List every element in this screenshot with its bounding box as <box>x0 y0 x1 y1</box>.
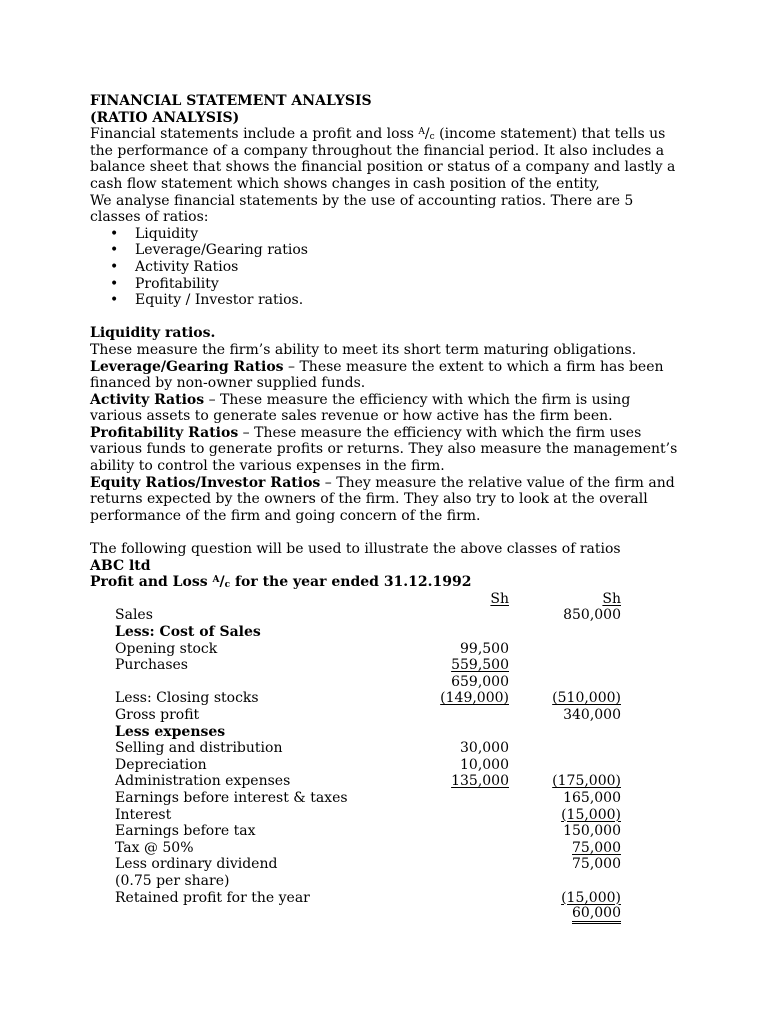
amount-column-1: (149,000) <box>440 690 509 707</box>
amount-column-2: 75,000 <box>572 856 621 873</box>
intro-line-4: cash flow statement which shows changes in cash position of the entity, <box>90 175 600 192</box>
row-label: Less ordinary dividend <box>115 856 278 873</box>
amount-column-2: 60,000 <box>572 906 621 924</box>
amount-column-1: 559,500 <box>451 657 509 674</box>
row-label: Administration expenses <box>115 773 291 790</box>
column-header-sh: Sh <box>602 590 621 607</box>
amount-column-2: (15,000) <box>561 889 621 906</box>
table-row <box>90 906 690 923</box>
liquidity-text: These measure the firm’s ability to meet its short term maturing obligations. <box>90 341 637 358</box>
column-header-sh: Sh <box>490 590 509 607</box>
row-label: Opening stock <box>115 640 218 657</box>
table-row <box>90 707 690 724</box>
table-header-row <box>90 591 690 608</box>
document-body <box>90 93 690 923</box>
amount-column-2: (510,000) <box>552 690 621 707</box>
table-row <box>90 856 690 873</box>
document-title: FINANCIAL STATEMENT ANALYSIS <box>90 93 372 109</box>
amount-column-2: 150,000 <box>563 823 621 840</box>
profitability-definition: Profitability Ratios – These measure the efficiency with which the firm uses <box>90 424 642 441</box>
activity-text: various assets to generate sales revenue or how active has the firm been. <box>90 408 613 425</box>
amount-column-2: (15,000) <box>561 806 621 823</box>
intro-line-3: balance sheet that shows the financial position or status of a company and lastly a <box>90 159 676 176</box>
bullet-icon: • <box>110 292 119 309</box>
bullet-icon: • <box>110 225 119 242</box>
amount-column-1: 10,000 <box>460 756 509 773</box>
row-label: Gross profit <box>115 706 200 723</box>
row-label: Less: Cost of Sales <box>115 624 261 640</box>
intro-line-2: the performance of a company throughout the financial period. It also includes a <box>90 142 665 159</box>
amount-column-1: 135,000 <box>451 773 509 790</box>
intro-line-1: Financial statements include a profit and loss $^A/_c$ (income statement) that tells us <box>90 126 666 143</box>
equity-text-1: returns expected by the owners of the firm. They also try to look at the overall <box>90 491 648 508</box>
table-row <box>90 690 690 707</box>
document-subtitle: (RATIO ANALYSIS) <box>90 109 240 126</box>
profit-and-loss-table <box>90 591 690 923</box>
row-label: Tax @ 50% <box>115 839 194 856</box>
table-row <box>90 807 690 824</box>
activity-definition: Activity Ratios – These measure the efficiency with which the firm is using <box>90 391 631 408</box>
amount-column-2: (175,000) <box>552 773 621 790</box>
row-label: Selling and distribution <box>115 740 283 757</box>
equity-definition: Equity Ratios/Investor Ratios – They measure the relative value of the firm and <box>90 474 675 491</box>
statement-title: Profit and Loss $^A/_c$ for the year ended 31.12.1992 <box>90 574 472 591</box>
spacer <box>90 309 690 326</box>
leverage-definition: Leverage/Gearing Ratios – These measure the extent to which a firm has been <box>90 358 664 375</box>
table-row <box>90 674 690 691</box>
list-item: • Equity / Investor ratios. <box>110 292 304 309</box>
row-label: Sales <box>115 607 153 624</box>
table-row <box>90 607 690 624</box>
row-label: Interest <box>115 806 172 823</box>
amount-column-1: 659,000 <box>451 673 509 690</box>
table-rows <box>90 607 690 922</box>
profitability-text-1: various funds to generate profits or returns. They also measure the management’s <box>90 441 678 458</box>
company-name: ABC ltd <box>90 557 151 574</box>
row-label: Earnings before interest & taxes <box>115 789 348 806</box>
row-label: Retained profit for the year <box>115 889 310 906</box>
table-row <box>90 773 690 790</box>
amount-column-1: 30,000 <box>460 740 509 757</box>
amount-column-1: 99,500 <box>460 640 509 657</box>
amount-column-2: 340,000 <box>563 706 621 723</box>
row-label: Depreciation <box>115 756 207 773</box>
table-row <box>90 757 690 774</box>
bullet-icon: • <box>110 258 119 275</box>
intro-line-6: classes of ratios: <box>90 209 209 226</box>
table-row <box>90 641 690 658</box>
table-row <box>90 624 690 641</box>
intro-line-5: We analyse financial statements by the use of accounting ratios. There are 5 <box>90 192 634 209</box>
bullet-icon: • <box>110 242 119 259</box>
table-row <box>90 740 690 757</box>
example-lead: The following question will be used to illustrate the above classes of ratios <box>90 541 621 558</box>
list-item: • Leverage/Gearing ratios <box>110 242 308 259</box>
amount-column-2: 75,000 <box>572 839 621 856</box>
amount-column-2: 850,000 <box>563 607 621 624</box>
table-row <box>90 890 690 907</box>
table-row <box>90 657 690 674</box>
table-row <box>90 873 690 890</box>
leverage-text: financed by non-owner supplied funds. <box>90 375 366 392</box>
table-row <box>90 724 690 741</box>
liquidity-heading: Liquidity ratios. <box>90 325 216 342</box>
amount-column-2: 165,000 <box>563 789 621 806</box>
table-row <box>90 823 690 840</box>
list-item: • Activity Ratios <box>110 258 239 275</box>
list-item: • Profitability <box>110 275 219 292</box>
ratio-classes-list <box>90 226 690 309</box>
equity-text-2: performance of the firm and going concern of the firm. <box>90 507 481 524</box>
row-label: Purchases <box>115 657 188 674</box>
spacer <box>90 524 690 541</box>
row-label: Earnings before tax <box>115 823 256 840</box>
row-label: Less: Closing stocks <box>115 690 259 707</box>
row-label: Less expenses <box>115 723 226 740</box>
bullet-icon: • <box>110 275 119 292</box>
table-row <box>90 840 690 857</box>
table-row <box>90 790 690 807</box>
row-label: (0.75 per share) <box>115 872 230 889</box>
profitability-text-2: ability to control the various expenses in the firm. <box>90 458 445 475</box>
list-item: • Liquidity <box>110 225 199 242</box>
